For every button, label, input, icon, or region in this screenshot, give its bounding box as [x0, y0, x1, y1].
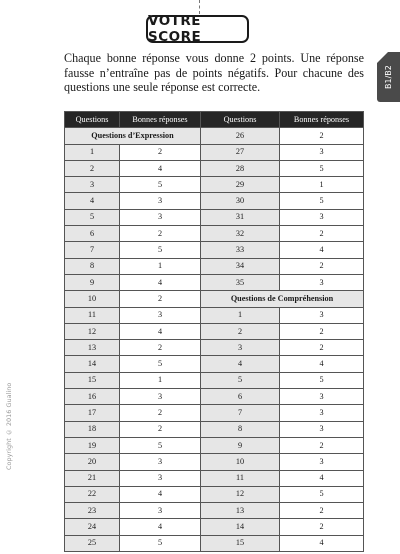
- correct-answer-cell: 5: [120, 535, 201, 551]
- correct-answer-cell: 5: [120, 177, 201, 193]
- correct-answer-cell: 1: [280, 177, 364, 193]
- column-header: Questions: [65, 112, 120, 128]
- correct-answer-cell: 3: [120, 307, 201, 323]
- correct-answer-cell: 4: [120, 519, 201, 535]
- table-row: [65, 242, 364, 258]
- table-row: [65, 389, 364, 405]
- table-row: [65, 128, 364, 144]
- correct-answer-cell: 4: [280, 242, 364, 258]
- question-number-cell: 35: [201, 274, 280, 290]
- question-number-cell: 19: [65, 437, 120, 453]
- question-number-cell: 20: [65, 454, 120, 470]
- correct-answer-cell: 5: [280, 372, 364, 388]
- correct-answer-cell: 3: [280, 421, 364, 437]
- question-number-cell: 26: [201, 128, 280, 144]
- correct-answer-cell: 3: [120, 389, 201, 405]
- question-number-cell: 1: [65, 144, 120, 160]
- correct-answer-cell: 3: [280, 405, 364, 421]
- column-header: Bonnes réponses: [120, 112, 201, 128]
- table-row: [65, 307, 364, 323]
- column-header: Questions: [201, 112, 280, 128]
- question-number-cell: 5: [201, 372, 280, 388]
- question-number-cell: 6: [65, 226, 120, 242]
- table-row: [65, 177, 364, 193]
- question-number-cell: 33: [201, 242, 280, 258]
- correct-answer-cell: 3: [280, 307, 364, 323]
- question-number-cell: 1: [201, 307, 280, 323]
- section-heading: Questions d’Expression: [65, 128, 201, 144]
- question-number-cell: 28: [201, 160, 280, 176]
- question-number-cell: 4: [201, 356, 280, 372]
- answer-key-table: [64, 111, 364, 552]
- question-number-cell: 21: [65, 470, 120, 486]
- correct-answer-cell: 4: [120, 274, 201, 290]
- correct-answer-cell: 2: [120, 291, 201, 307]
- correct-answer-cell: 3: [120, 193, 201, 209]
- cut-line: [199, 0, 200, 14]
- question-number-cell: 27: [201, 144, 280, 160]
- correct-answer-cell: 5: [120, 242, 201, 258]
- question-number-cell: 8: [65, 258, 120, 274]
- table-row: [65, 144, 364, 160]
- question-number-cell: 7: [65, 242, 120, 258]
- question-number-cell: 30: [201, 193, 280, 209]
- table-row: [65, 356, 364, 372]
- question-number-cell: 9: [65, 274, 120, 290]
- column-header: Bonnes réponses: [280, 112, 364, 128]
- correct-answer-cell: 3: [120, 470, 201, 486]
- correct-answer-cell: 2: [280, 128, 364, 144]
- instructions-paragraph: Chaque bonne réponse vous donne 2 points. Une réponse fausse n’entraîne pas de points négatifs. Pour chacune des questions une seule réponse est correcte.: [64, 51, 364, 95]
- correct-answer-cell: 1: [120, 258, 201, 274]
- correct-answer-cell: 4: [120, 160, 201, 176]
- correct-answer-cell: 2: [120, 340, 201, 356]
- question-number-cell: 11: [65, 307, 120, 323]
- question-number-cell: 18: [65, 421, 120, 437]
- question-number-cell: 16: [65, 389, 120, 405]
- question-number-cell: 2: [65, 160, 120, 176]
- question-number-cell: 7: [201, 405, 280, 421]
- correct-answer-cell: 3: [280, 389, 364, 405]
- correct-answer-cell: 4: [280, 470, 364, 486]
- answer-table-body: [65, 128, 364, 552]
- question-number-cell: 10: [201, 454, 280, 470]
- table-row: [65, 405, 364, 421]
- page-title: VOTRE SCORE: [146, 15, 249, 43]
- table-row: [65, 503, 364, 519]
- table-row: [65, 535, 364, 551]
- correct-answer-cell: 4: [120, 323, 201, 339]
- correct-answer-cell: 3: [280, 454, 364, 470]
- correct-answer-cell: 2: [280, 258, 364, 274]
- table-row: [65, 486, 364, 502]
- question-number-cell: 13: [65, 340, 120, 356]
- correct-answer-cell: 2: [120, 144, 201, 160]
- question-number-cell: 12: [65, 323, 120, 339]
- table-row: [65, 323, 364, 339]
- question-number-cell: 5: [65, 209, 120, 225]
- correct-answer-cell: 2: [280, 226, 364, 242]
- table-row: [65, 421, 364, 437]
- level-side-tab: [377, 52, 400, 102]
- correct-answer-cell: 2: [280, 519, 364, 535]
- copyright-notice: Copyright © 2016 Gualino: [5, 382, 13, 470]
- level-tab-label: B1/B2: [384, 65, 393, 89]
- question-number-cell: 29: [201, 177, 280, 193]
- question-number-cell: 4: [65, 193, 120, 209]
- table-row: [65, 519, 364, 535]
- question-number-cell: 11: [201, 470, 280, 486]
- table-row: [65, 226, 364, 242]
- correct-answer-cell: 2: [120, 405, 201, 421]
- correct-answer-cell: 5: [280, 486, 364, 502]
- question-number-cell: 25: [65, 535, 120, 551]
- correct-answer-cell: 3: [120, 454, 201, 470]
- correct-answer-cell: 4: [280, 356, 364, 372]
- table-row: [65, 454, 364, 470]
- table-row: [65, 209, 364, 225]
- table-row: [65, 340, 364, 356]
- correct-answer-cell: 2: [120, 421, 201, 437]
- correct-answer-cell: 4: [120, 486, 201, 502]
- correct-answer-cell: 5: [120, 437, 201, 453]
- correct-answer-cell: 2: [280, 323, 364, 339]
- correct-answer-cell: 2: [280, 340, 364, 356]
- question-number-cell: 17: [65, 405, 120, 421]
- table-row: [65, 470, 364, 486]
- question-number-cell: 22: [65, 486, 120, 502]
- question-number-cell: 13: [201, 503, 280, 519]
- correct-answer-cell: 3: [120, 503, 201, 519]
- question-number-cell: 34: [201, 258, 280, 274]
- table-header-row: [65, 112, 364, 128]
- correct-answer-cell: 4: [280, 535, 364, 551]
- question-number-cell: 14: [65, 356, 120, 372]
- table-row: [65, 274, 364, 290]
- correct-answer-cell: 3: [280, 274, 364, 290]
- question-number-cell: 23: [65, 503, 120, 519]
- question-number-cell: 6: [201, 389, 280, 405]
- correct-answer-cell: 3: [120, 209, 201, 225]
- question-number-cell: 14: [201, 519, 280, 535]
- table-row: [65, 258, 364, 274]
- question-number-cell: 3: [65, 177, 120, 193]
- correct-answer-cell: 5: [120, 356, 201, 372]
- section-heading: Questions de Compréhension: [201, 291, 364, 307]
- correct-answer-cell: 1: [120, 372, 201, 388]
- table-row: [65, 160, 364, 176]
- correct-answer-cell: 5: [280, 193, 364, 209]
- question-number-cell: 32: [201, 226, 280, 242]
- question-number-cell: 10: [65, 291, 120, 307]
- correct-answer-cell: 2: [280, 503, 364, 519]
- question-number-cell: 15: [201, 535, 280, 551]
- table-row: [65, 193, 364, 209]
- question-number-cell: 12: [201, 486, 280, 502]
- correct-answer-cell: 2: [280, 437, 364, 453]
- question-number-cell: 8: [201, 421, 280, 437]
- question-number-cell: 15: [65, 372, 120, 388]
- correct-answer-cell: 2: [120, 226, 201, 242]
- correct-answer-cell: 3: [280, 209, 364, 225]
- table-row: [65, 372, 364, 388]
- table-row: [65, 437, 364, 453]
- correct-answer-cell: 3: [280, 144, 364, 160]
- question-number-cell: 3: [201, 340, 280, 356]
- question-number-cell: 31: [201, 209, 280, 225]
- table-row: [65, 291, 364, 307]
- correct-answer-cell: 5: [280, 160, 364, 176]
- question-number-cell: 24: [65, 519, 120, 535]
- question-number-cell: 2: [201, 323, 280, 339]
- question-number-cell: 9: [201, 437, 280, 453]
